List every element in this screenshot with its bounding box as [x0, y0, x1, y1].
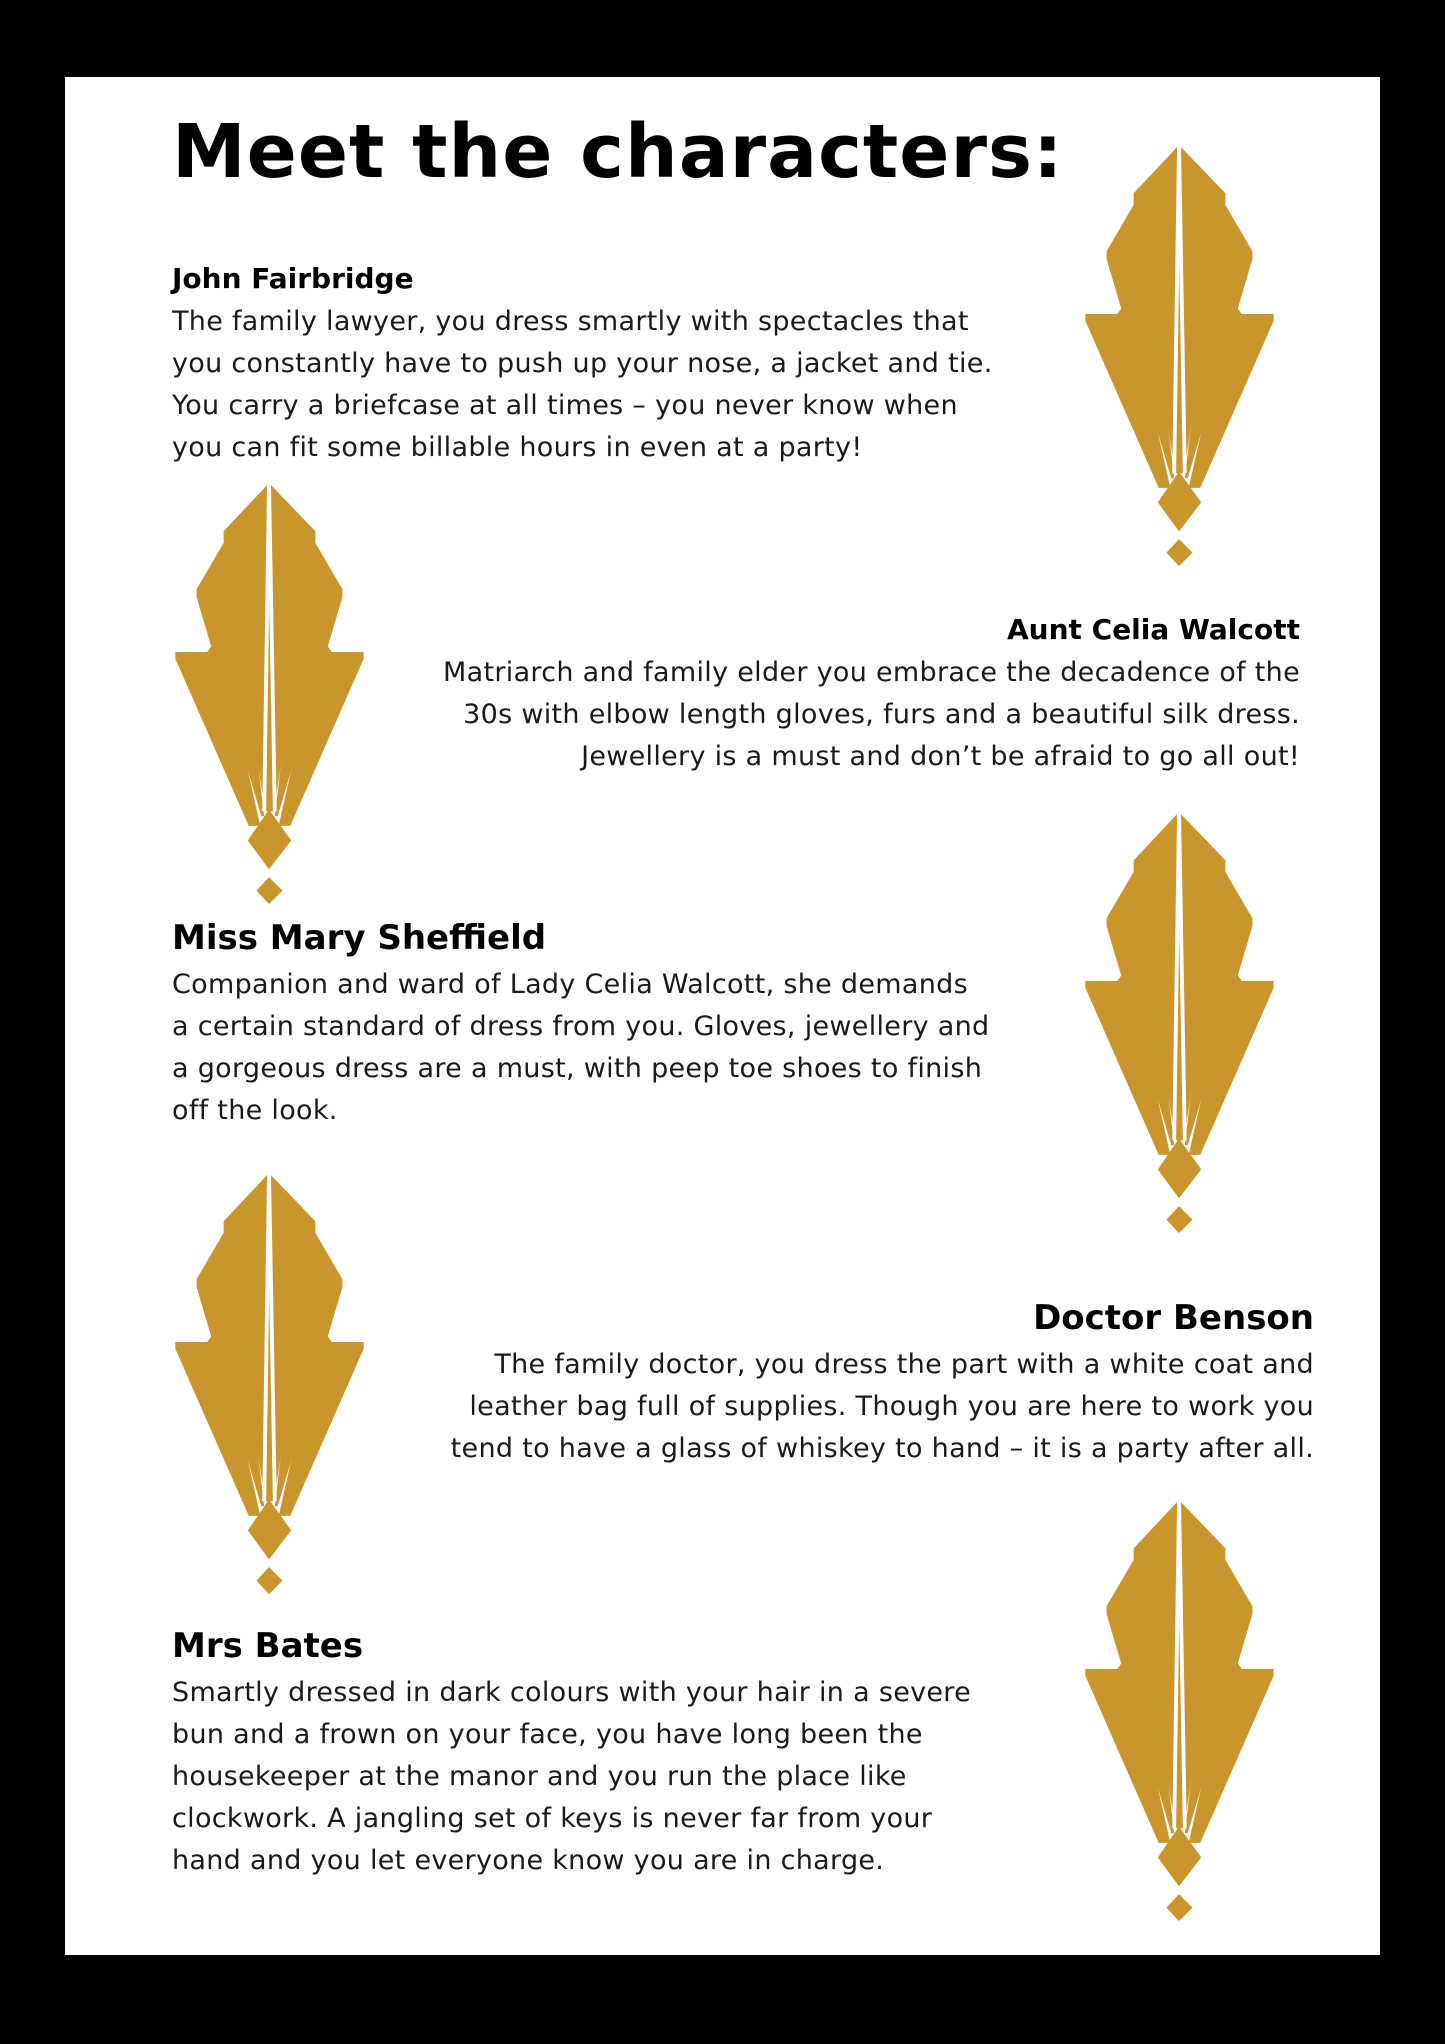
description-line: tend to have a glass of whiskey to hand – it is a party after all. [450, 1433, 1314, 1464]
character-mrs-bates [172, 1626, 971, 1882]
description-line: leather bag full of supplies. Though you are here to work you [469, 1391, 1314, 1422]
art-deco-fan-icon [1082, 812, 1277, 1237]
description-line: clockwork. A jangling set of keys is never far from your [172, 1803, 933, 1834]
description-line: you constantly have to push up your nose, a jacket and tie. [172, 348, 993, 379]
character-miss-mary-sheffield [172, 918, 989, 1132]
description-line: Matriarch and family elder you embrace the decadence of the [443, 657, 1300, 688]
character-description [443, 652, 1300, 778]
description-line: you can fit some billable hours in even at a party! [172, 432, 863, 463]
art-deco-fan-icon [172, 1173, 367, 1598]
description-line: You carry a briefcase at all times – you never know when [172, 390, 958, 421]
character-description [451, 1344, 1314, 1470]
character-description [172, 964, 989, 1132]
description-line: a gorgeous dress are a must, with peep toe shoes to finish [172, 1053, 983, 1084]
description-line: Jewellery is a must and don’t be afraid to go all out! [581, 741, 1300, 772]
description-line: hand and you let everyone know you are in charge. [172, 1845, 885, 1876]
character-description [172, 301, 993, 469]
description-line: The family doctor, you dress the part with a white coat and [494, 1349, 1314, 1380]
description-line: a certain standard of dress from you. Gloves, jewellery and [172, 1011, 990, 1042]
description-line: housekeeper at the manor and you run the place like [172, 1761, 907, 1792]
character-john-fairbridge [172, 262, 993, 469]
description-line: bun and a frown on your face, you have long been the [172, 1719, 923, 1750]
character-name: John Fairbridge [172, 262, 414, 295]
description-line: off the look. [172, 1095, 338, 1126]
description-line: Companion and ward of Lady Celia Walcott, she demands [172, 969, 968, 1000]
character-name: Aunt Celia Walcott [1006, 613, 1300, 646]
page-title: Meet the characters: [172, 109, 1064, 195]
character-name: Mrs Bates [172, 1626, 364, 1666]
character-name: Doctor Benson [1033, 1298, 1314, 1338]
character-doctor-benson [451, 1298, 1314, 1470]
character-description [172, 1672, 971, 1882]
description-line: Smartly dressed in dark colours with your hair in a severe [172, 1677, 972, 1708]
art-deco-fan-icon [1082, 1500, 1277, 1925]
description-line: The family lawyer, you dress smartly with spectacles that [172, 306, 969, 337]
character-aunt-celia-walcott [443, 613, 1300, 778]
character-name: Miss Mary Sheffield [172, 918, 547, 958]
description-line: 30s with elbow length gloves, furs and a beautiful silk dress. [463, 699, 1300, 730]
art-deco-fan-icon [172, 483, 367, 908]
art-deco-fan-icon [1082, 145, 1277, 570]
